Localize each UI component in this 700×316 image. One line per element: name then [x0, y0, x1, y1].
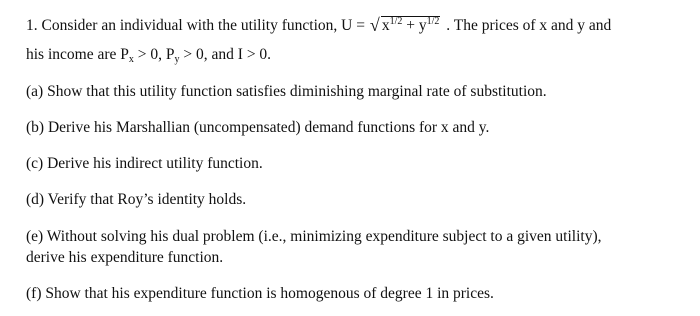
part-e-line-2: derive his expenditure function.: [26, 249, 224, 266]
utility-symbol: U: [341, 17, 353, 34]
price-x-term: $P_x > 0$,: [120, 46, 163, 65]
var-x: x: [381, 17, 390, 34]
var-y: y: [418, 17, 427, 34]
part-b: (b) Derive his Marshallian (uncompensated) demand functions for x and y.: [26, 119, 490, 136]
problem-statement-line-1: [26, 16, 611, 36]
and-word: and: [211, 46, 234, 63]
plus-sign: +: [406, 17, 415, 34]
exponent-x: 1/2: [389, 16, 403, 27]
problem-intro-after: . The prices of x and y and: [446, 17, 612, 34]
part-f: (f) Show that his expenditure function is homogenous of degree 1 in prices.: [26, 285, 494, 302]
problem-statement-line-2: [26, 45, 271, 65]
part-d: (d) Verify that Roy’s identity holds.: [26, 191, 247, 208]
part-a: (a) Show that this utility function satisfies diminishing marginal rate of substitution.: [26, 83, 547, 100]
income-term: I > 0.: [237, 46, 272, 63]
income-line-prefix: his income are: [26, 46, 117, 63]
price-y-term: $P_y > 0$,: [165, 46, 208, 65]
problem-number: 1.: [26, 17, 38, 34]
part-e-line-1: (e) Without solving his dual problem (i.e., minimizing expenditure subject to a given utility),: [26, 228, 602, 245]
utility-function-formula: [341, 17, 446, 34]
radicand: [381, 16, 441, 35]
radical-sign-icon: √: [369, 15, 380, 35]
problem-intro-text: Consider an individual with the utility function,: [41, 17, 338, 34]
equals-sign: =: [356, 17, 365, 34]
part-c: (c) Derive his indirect utility function.: [26, 155, 263, 172]
exponent-y: 1/2: [426, 16, 440, 27]
square-root-expression: [370, 16, 441, 36]
